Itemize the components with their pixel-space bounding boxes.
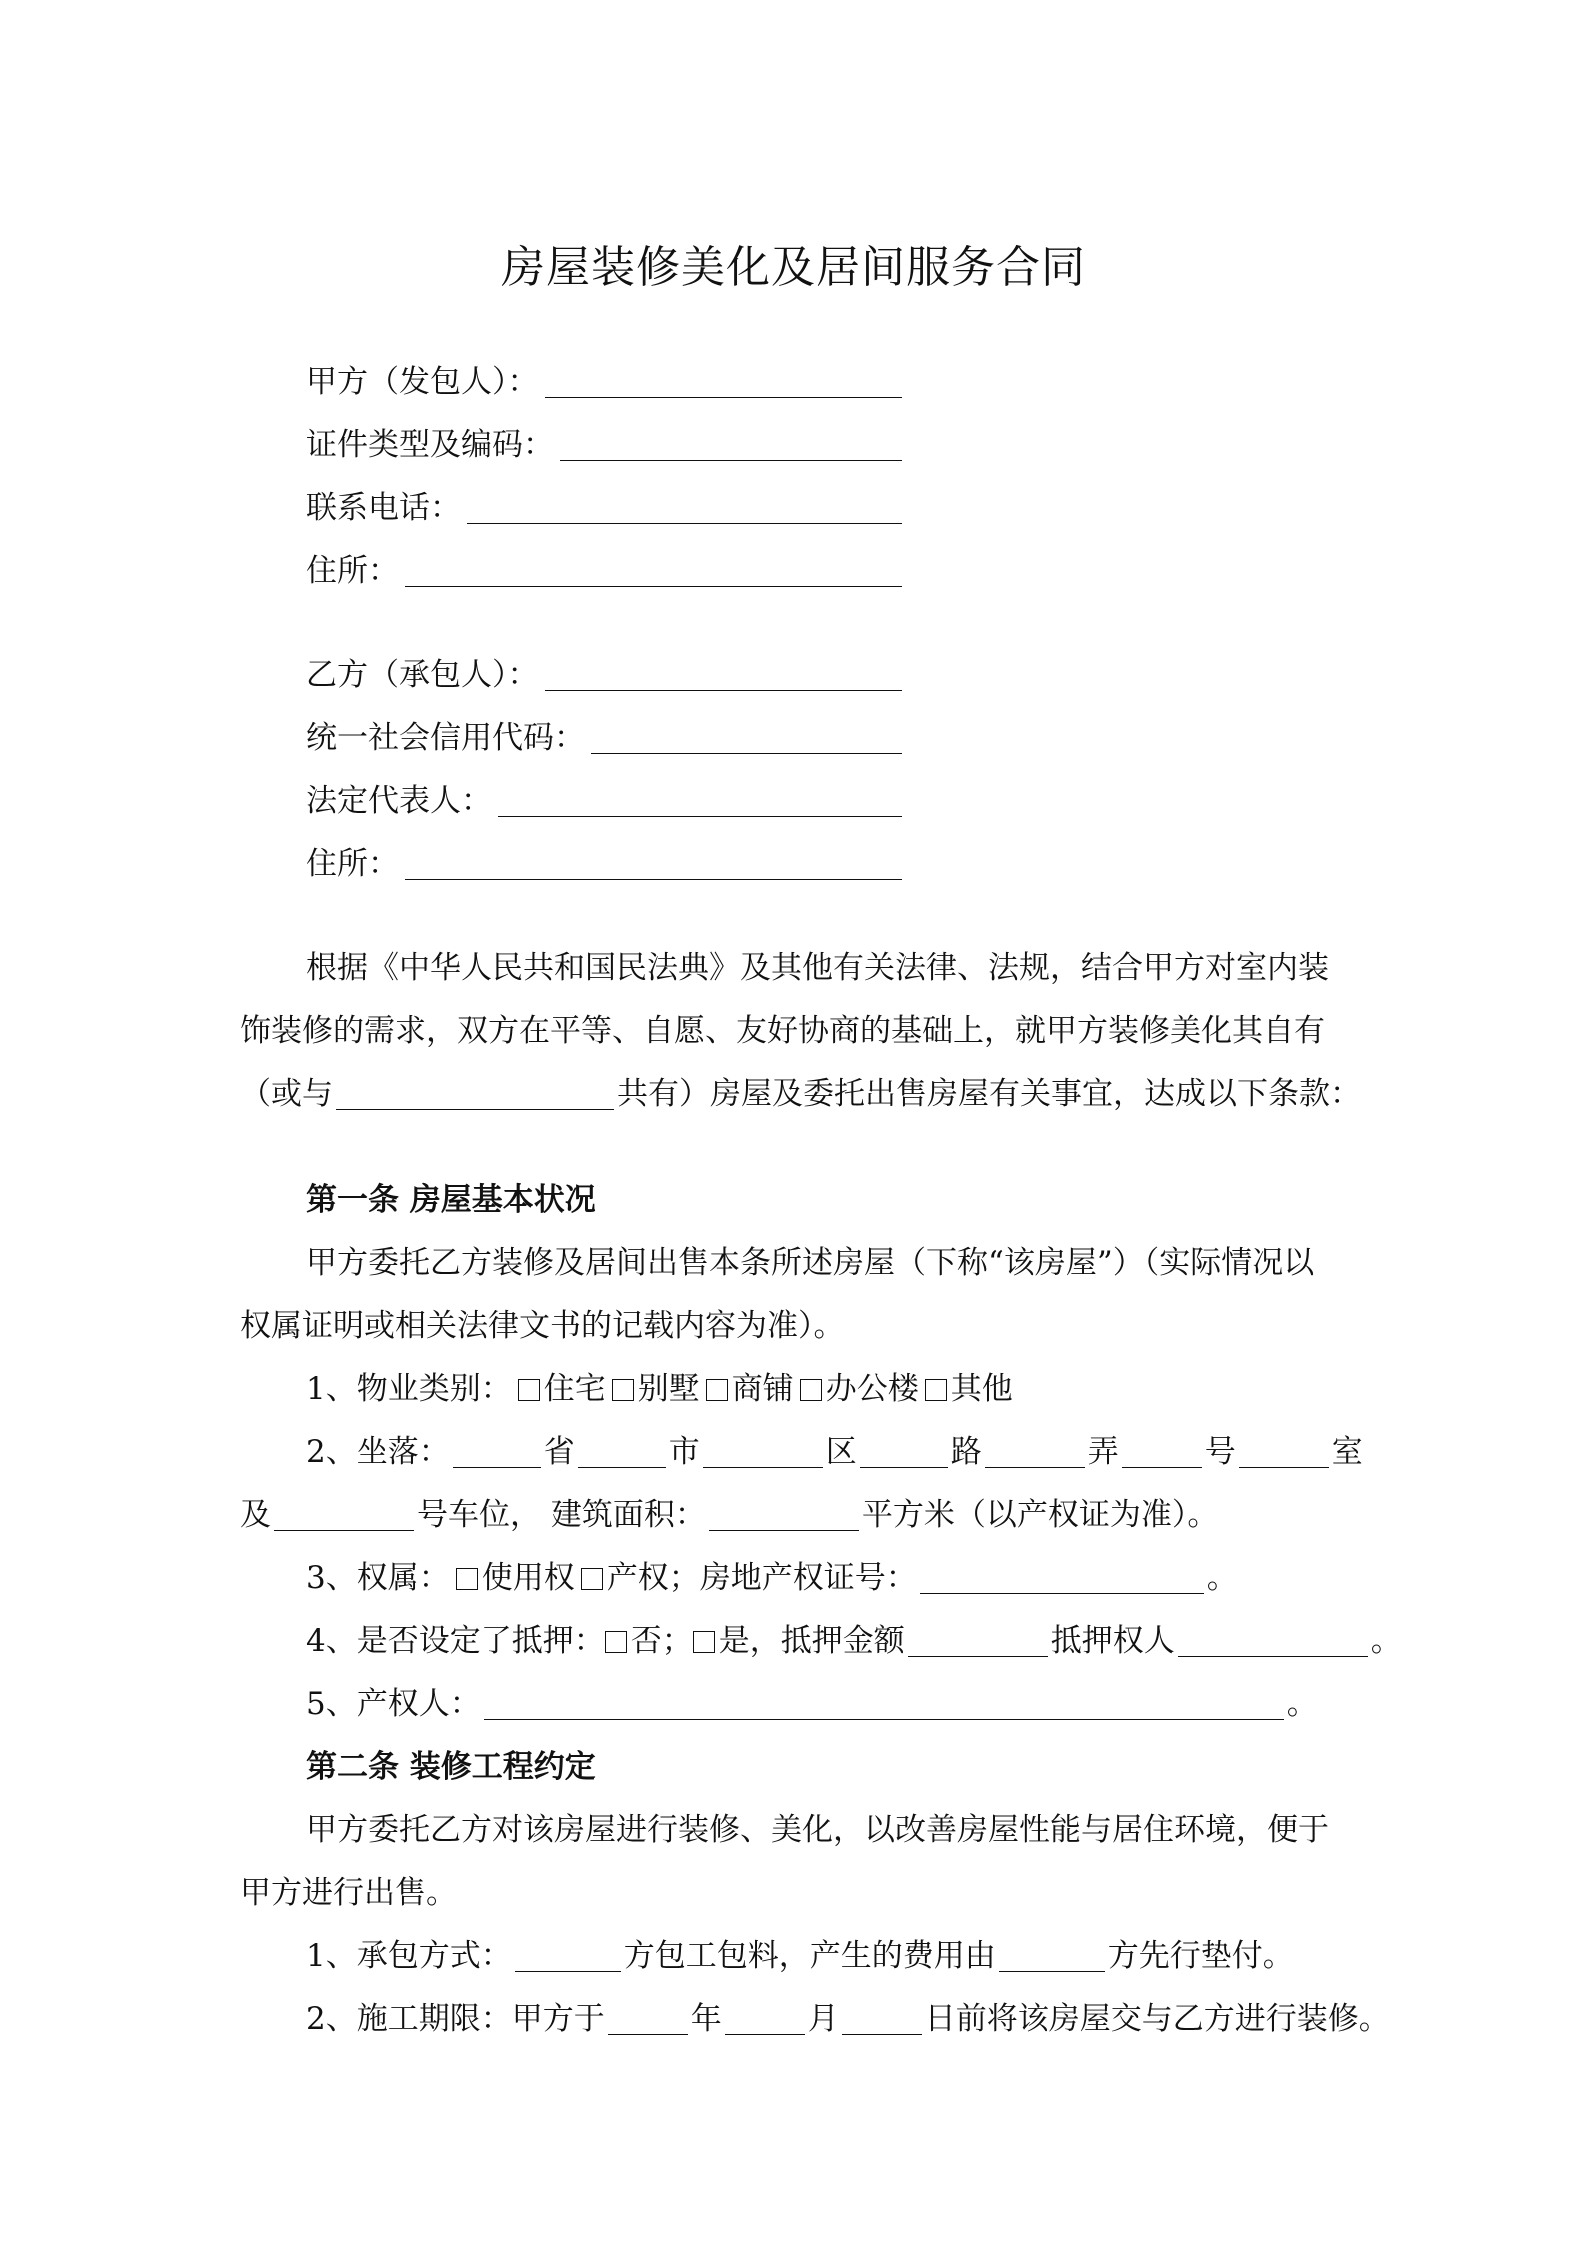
owner-end: 。 — [1286, 1686, 1318, 1722]
checkbox-villa[interactable] — [612, 1379, 634, 1401]
article-1-intro-2: 权属证明或相关法律文书的记载内容为准）。 — [240, 1308, 845, 1344]
article-2-heading: 第二条 装修工程约定 — [306, 1749, 596, 1785]
unit-province: 省 — [543, 1434, 575, 1470]
parking-blank[interactable] — [274, 1500, 414, 1531]
checkbox-property-right[interactable] — [581, 1568, 603, 1590]
party-b-credit-row — [306, 718, 902, 758]
co-owner-blank[interactable] — [336, 1079, 614, 1110]
party-b-row — [306, 655, 902, 695]
party-a-address-row — [306, 551, 902, 591]
month-blank[interactable] — [725, 2004, 805, 2035]
mortgage-label: 4、是否设定了抵押： — [306, 1623, 605, 1659]
party-a-id-label: 证件类型及编码： — [306, 427, 554, 463]
checkbox-residence[interactable] — [518, 1379, 540, 1401]
preamble-line-1: 根据《中华人民共和国民法典》及其他有关法律、法规，结合甲方对室内装 — [306, 950, 1329, 986]
certificate-blank[interactable] — [920, 1563, 1204, 1594]
area-label: 建筑面积： — [550, 1497, 706, 1533]
certificate-label: 房地产权证号： — [699, 1560, 917, 1596]
contractor-party-blank[interactable] — [515, 1941, 621, 1972]
contract-mode-row — [306, 1936, 1294, 1976]
party-a-phone-label: 联系电话： — [306, 490, 461, 526]
owner-label: 5、产权人： — [306, 1686, 481, 1722]
room-blank[interactable] — [1239, 1437, 1329, 1468]
mortgage-amount-blank[interactable] — [908, 1626, 1048, 1657]
party-a-id-blank[interactable] — [560, 430, 902, 461]
preamble-line-2: 饰装修的需求，双方在平等、自愿、友好协商的基础上，就甲方装修美化其自有 — [240, 1013, 1325, 1049]
location-label: 2、坐落： — [306, 1434, 450, 1470]
mortgage-row — [306, 1621, 1402, 1661]
option-office: 办公楼 — [825, 1371, 919, 1407]
contract-mode-end: 方先行垫付。 — [1107, 1938, 1294, 1974]
option-mortgage-yes: 是，抵押金额 — [718, 1623, 905, 1659]
lane-blank[interactable] — [985, 1437, 1085, 1468]
option-residence: 住宅 — [543, 1371, 606, 1407]
construction-period-label: 2、施工期限：甲方于 — [306, 2001, 605, 2037]
month-label: 月 — [807, 2001, 839, 2037]
party-b-address-blank[interactable] — [405, 849, 902, 880]
party-a-phone-row — [306, 488, 902, 528]
owner-blank[interactable] — [484, 1689, 1284, 1720]
article-2-intro-1: 甲方委托乙方对该房屋进行装修、美化，以改善房屋性能与居住环境，便于 — [306, 1812, 1329, 1848]
mortgage-holder-blank[interactable] — [1178, 1626, 1368, 1657]
party-b-label: 乙方（承包人）： — [306, 657, 539, 693]
party-b-credit-blank[interactable] — [591, 723, 902, 754]
party-b-rep-row — [306, 781, 902, 821]
party-a-address-label: 住所： — [306, 553, 399, 589]
location-row — [306, 1432, 1363, 1472]
ownership-row — [306, 1558, 1238, 1598]
checkbox-use-right[interactable] — [456, 1568, 478, 1590]
road-blank[interactable] — [860, 1437, 948, 1468]
contract-mode-label: 1、承包方式： — [306, 1938, 512, 1974]
article-1-intro-1: 甲方委托乙方装修及居间出售本条所述房屋（下称“该房屋”）（实际情况以 — [306, 1245, 1315, 1281]
year-blank[interactable] — [608, 2004, 688, 2035]
preamble-co-owner-suffix: 共有）房屋及委托出售房屋有关事宜，达成以下条款： — [617, 1076, 1361, 1112]
and-label: 及 — [240, 1497, 271, 1533]
contract-mode-middle: 方包工包料，产生的费用由 — [623, 1938, 996, 1974]
ownership-label: 3、权属： — [306, 1560, 450, 1596]
mortgage-holder-label: 抵押权人 — [1050, 1623, 1175, 1659]
party-a-row — [306, 362, 902, 402]
article-1-heading: 第一条 房屋基本状况 — [306, 1182, 596, 1218]
unit-road: 路 — [950, 1434, 982, 1470]
area-blank[interactable] — [709, 1500, 859, 1531]
party-a-address-blank[interactable] — [405, 556, 902, 587]
advance-party-blank[interactable] — [999, 1941, 1105, 1972]
unit-lane: 弄 — [1087, 1434, 1119, 1470]
checkbox-other[interactable] — [925, 1379, 947, 1401]
checkbox-office[interactable] — [800, 1379, 822, 1401]
mortgage-end: 。 — [1370, 1623, 1402, 1659]
location-row-2 — [240, 1495, 1218, 1535]
number-blank[interactable] — [1122, 1437, 1202, 1468]
party-b-rep-blank[interactable] — [498, 786, 902, 817]
checkbox-mortgage-yes[interactable] — [693, 1631, 715, 1653]
unit-city: 市 — [668, 1434, 700, 1470]
party-a-blank[interactable] — [545, 367, 903, 398]
construction-period-row — [306, 1999, 1390, 2039]
parking-label: 号车位， — [417, 1497, 541, 1533]
property-type-label: 1、物业类别： — [306, 1371, 512, 1407]
party-b-rep-label: 法定代表人： — [306, 783, 492, 819]
checkbox-mortgage-no[interactable] — [605, 1631, 627, 1653]
ownership-end: 。 — [1206, 1560, 1238, 1596]
party-b-credit-label: 统一社会信用代码： — [306, 720, 585, 756]
option-villa: 别墅 — [637, 1371, 700, 1407]
party-b-blank[interactable] — [545, 660, 903, 691]
city-blank[interactable] — [578, 1437, 666, 1468]
option-use-right: 使用权 — [481, 1560, 575, 1596]
option-property-right: 产权； — [606, 1560, 700, 1596]
unit-room: 室 — [1331, 1434, 1363, 1470]
district-blank[interactable] — [703, 1437, 823, 1468]
contract-title: 房屋装修美化及居间服务合同 — [501, 242, 1086, 293]
article-2-intro-2: 甲方进行出售。 — [240, 1875, 457, 1911]
area-unit: 平方米（以产权证为准）。 — [861, 1497, 1219, 1533]
party-b-address-row — [306, 844, 902, 884]
option-shop: 商铺 — [731, 1371, 794, 1407]
option-mortgage-no: 否； — [630, 1623, 693, 1659]
year-label: 年 — [690, 2001, 722, 2037]
province-blank[interactable] — [453, 1437, 541, 1468]
unit-number: 号 — [1204, 1434, 1236, 1470]
construction-period-end: 日前将该房屋交与乙方进行装修。 — [924, 2001, 1390, 2037]
checkbox-shop[interactable] — [706, 1379, 728, 1401]
party-a-phone-blank[interactable] — [467, 493, 902, 524]
day-blank[interactable] — [842, 2004, 922, 2035]
party-a-label: 甲方（发包人）： — [306, 364, 539, 400]
preamble-co-owner-prefix: （或与 — [240, 1076, 333, 1112]
unit-district: 区 — [825, 1434, 857, 1470]
owner-row — [306, 1684, 1318, 1724]
property-type-row — [306, 1369, 1013, 1409]
option-other: 其他 — [950, 1371, 1013, 1407]
preamble-line-3 — [240, 1074, 1361, 1114]
party-a-id-row — [306, 425, 902, 465]
party-b-address-label: 住所： — [306, 846, 399, 882]
